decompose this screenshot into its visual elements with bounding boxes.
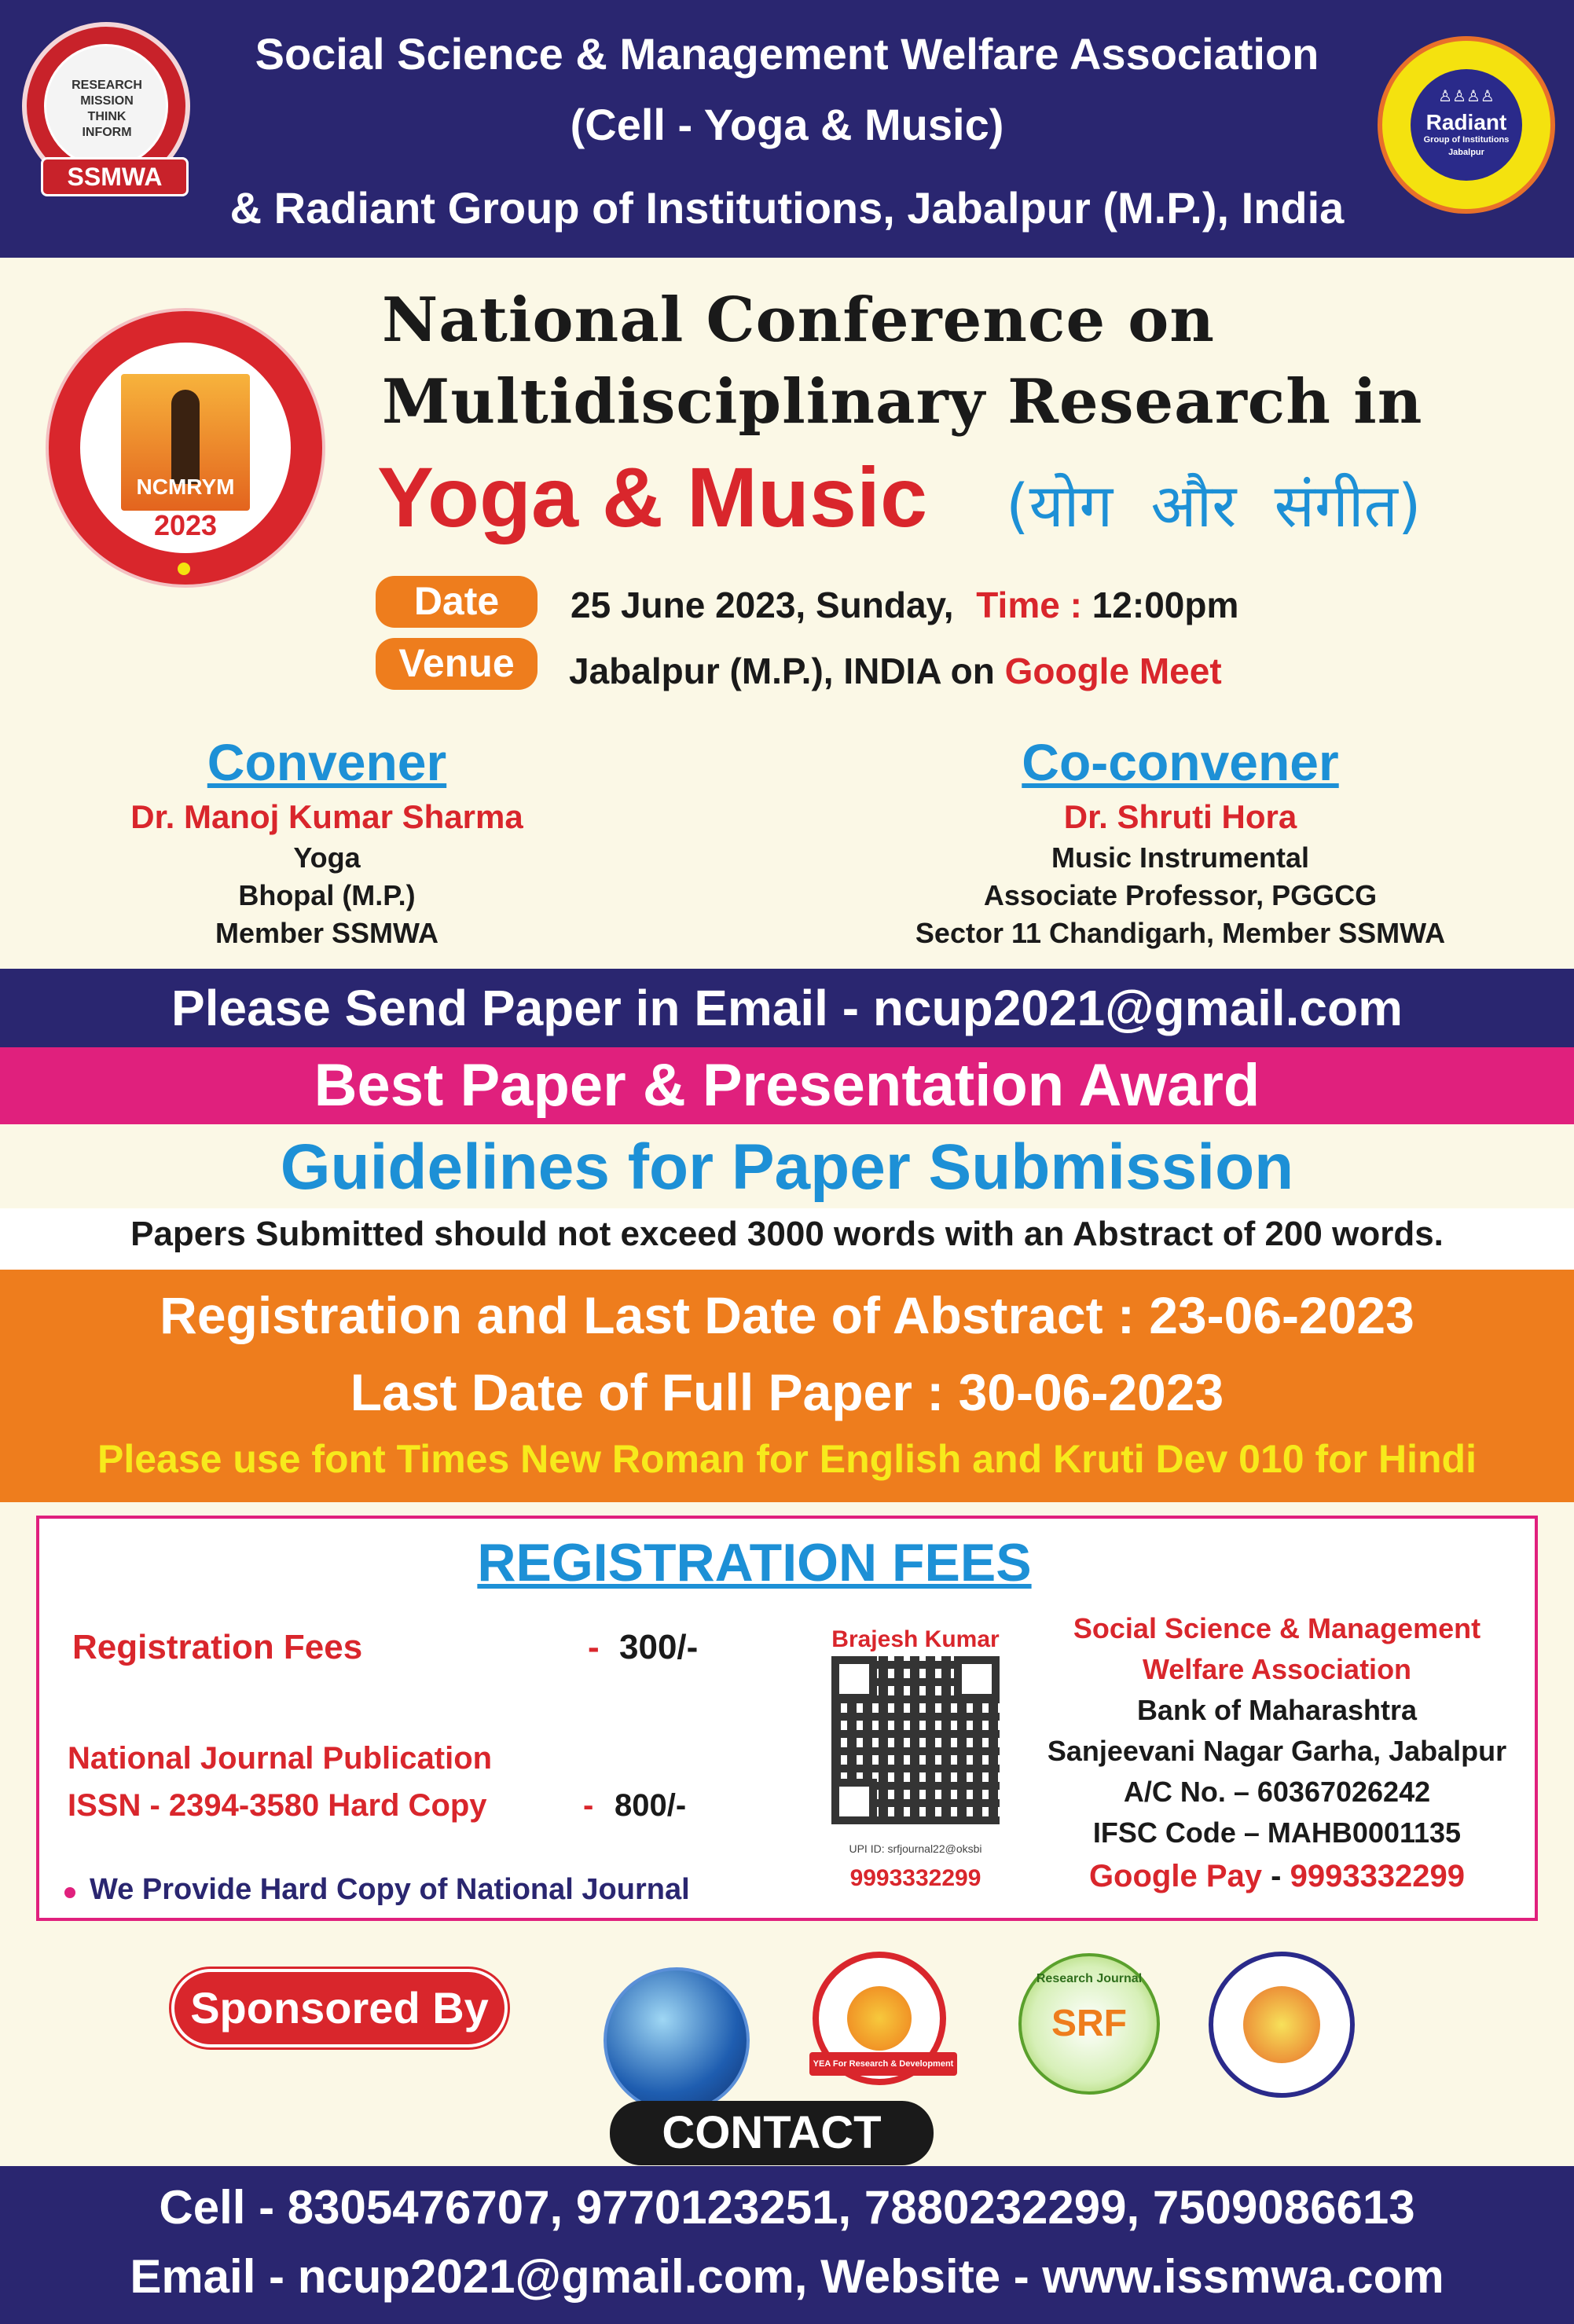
qr-name: Brajesh Kumar	[831, 1626, 1000, 1652]
guidelines-title: Guidelines for Paper Submission	[280, 1131, 1294, 1203]
venue-pill: Venue	[376, 638, 538, 690]
sponsor-yea-ribbon	[809, 2052, 957, 2076]
email-band	[0, 969, 1574, 1047]
convener-name: Dr. Manoj Kumar Sharma	[130, 798, 523, 835]
hardcopy-bullet	[64, 1887, 75, 1898]
award-band	[0, 1047, 1574, 1124]
journal-amount: 800/-	[615, 1788, 687, 1823]
ssmwa-badge-text: SSMWA	[67, 163, 163, 191]
gpay-line	[1022, 1859, 1532, 1894]
font-note-text: Please use font Times New Roman for English and Kruti Dev 010 for Hindi	[97, 1437, 1477, 1481]
header-line-1: Social Science & Management Welfare Association	[255, 29, 1319, 79]
venue-platform: Google Meet	[1004, 651, 1222, 691]
full-paper-text: Last Date of Full Paper : 30-06-2023	[350, 1363, 1224, 1421]
radiant-title: Radiant	[1425, 110, 1507, 134]
bank-org-1: Social Science & Management	[1073, 1612, 1481, 1644]
conference-title-hindi: (योग और संगीत)	[1006, 471, 1422, 541]
deadline-band	[0, 1270, 1574, 1502]
gpay-dash: -	[1271, 1859, 1282, 1893]
journal-line-1: National Journal Publication	[68, 1741, 493, 1776]
radiant-logo: ♙♙♙♙ Radiant Group of Institutions Jabalpur	[1378, 36, 1555, 214]
registration-title: REGISTRATION FEES	[477, 1533, 1032, 1593]
bank-org-2: Welfare Association	[1142, 1653, 1412, 1685]
coconvener-line-1: Music Instrumental	[1051, 841, 1310, 874]
contact-email: Email - ncup2021@gmail.com, Website - www.issmwa.com	[130, 2250, 1444, 2303]
gpay-label: Google Pay	[1088, 1859, 1262, 1893]
srf-ring-text: Research Journal	[1036, 1972, 1143, 1985]
radiant-city: Jabalpur	[1448, 148, 1484, 157]
ssmwa-logo: RESEARCH MISSION THINK INFORM	[22, 22, 190, 190]
journal-dash: -	[583, 1788, 594, 1823]
sponsor-yea-ribbon-text: YEA For Research & Development	[813, 2059, 954, 2069]
qr-upi: UPI ID: srfjournal22@oksbi	[849, 1842, 982, 1855]
qr-code-icon	[831, 1656, 1000, 1824]
date-pill: Date	[376, 576, 538, 628]
sponsored-by-label: Sponsored By	[190, 1983, 489, 2033]
contact-label: CONTACT	[662, 2107, 882, 2158]
time-label: Time :	[976, 585, 1082, 625]
date-value	[571, 584, 1238, 626]
journal-line-2: ISSN - 2394-3580 Hard Copy	[68, 1788, 487, 1823]
guidelines-text: Papers Submitted should not exceed 3000 words with an Abstract of 200 words.	[0, 1208, 1574, 1270]
email-band-text: Please Send Paper in Email - ncup2021@gmail.com	[171, 980, 1403, 1036]
convener-line-3: Member SSMWA	[215, 917, 439, 949]
sponsor-logo-srf	[1018, 1953, 1160, 2095]
time-value: 12:00pm	[1092, 585, 1239, 625]
convener-line-2: Bhopal (M.P.)	[238, 879, 416, 911]
fee-label: Registration Fees	[72, 1628, 363, 1666]
sponsor-logo-globe	[604, 1967, 750, 2113]
venue-text: Jabalpur (M.P.), INDIA on	[569, 651, 995, 691]
conference-title-line-3: Yoga & Music	[377, 449, 928, 544]
reg-date-text: Registration and Last Date of Abstract : 23-06-2023	[160, 1286, 1414, 1344]
date-text: 25 June 2023, Sunday,	[571, 585, 954, 625]
coconvener-line-3: Sector 11 Chandigarh, Member SSMWA	[915, 917, 1446, 949]
srf-text: SRF	[1051, 2003, 1127, 2044]
fee-dash: -	[588, 1628, 600, 1666]
coconvener-heading: Co-convener	[1022, 733, 1339, 791]
ncmrym-logo	[46, 308, 325, 588]
sponsor-logo-college	[1209, 1952, 1355, 2098]
radiant-sub: Group of Institutions	[1423, 135, 1510, 145]
ncmrym-year: 2023	[153, 509, 218, 541]
award-band-text: Best Paper & Presentation Award	[314, 1052, 1260, 1119]
header-line-3: & Radiant Group of Institutions, Jabalpur (M.P.), India	[229, 183, 1345, 233]
convener-heading: Convener	[207, 733, 447, 791]
contact-label-badge	[610, 2101, 934, 2165]
contact-cell: Cell - 8305476707, 9770123251, 7880232299, 7509086613	[159, 2181, 1415, 2234]
venue-value	[569, 650, 1222, 692]
fee-amount: 300/-	[619, 1628, 699, 1666]
coconvener-line-2: Associate Professor, PGGCG	[983, 879, 1378, 911]
bank-ifsc: IFSC Code – MAHB0001135	[1092, 1816, 1462, 1849]
gpay-number: 9993332299	[1290, 1859, 1466, 1893]
sponsored-by-badge	[171, 1969, 508, 2047]
conference-title-line-1: National Conference on	[382, 284, 1215, 356]
bank-name: Bank of Maharashtra	[1136, 1694, 1418, 1726]
hardcopy-note: We Provide Hard Copy of National Journal	[90, 1873, 690, 1906]
qr-phone: 9993332299	[849, 1865, 981, 1891]
bank-branch: Sanjeevani Nagar Garha, Jabalpur	[1047, 1735, 1507, 1767]
conference-title-line-2: Multidisciplinary Research in	[382, 366, 1423, 438]
coconvener-name: Dr. Shruti Hora	[1063, 798, 1297, 835]
contact-band	[0, 2166, 1574, 2324]
ncmrym-code: NCMRYM	[136, 475, 235, 499]
bank-ac: A/C No. – 60367026242	[1123, 1776, 1431, 1808]
convener-line-1: Yoga	[293, 841, 361, 874]
header-line-2: (Cell - Yoga & Music)	[570, 100, 1004, 149]
